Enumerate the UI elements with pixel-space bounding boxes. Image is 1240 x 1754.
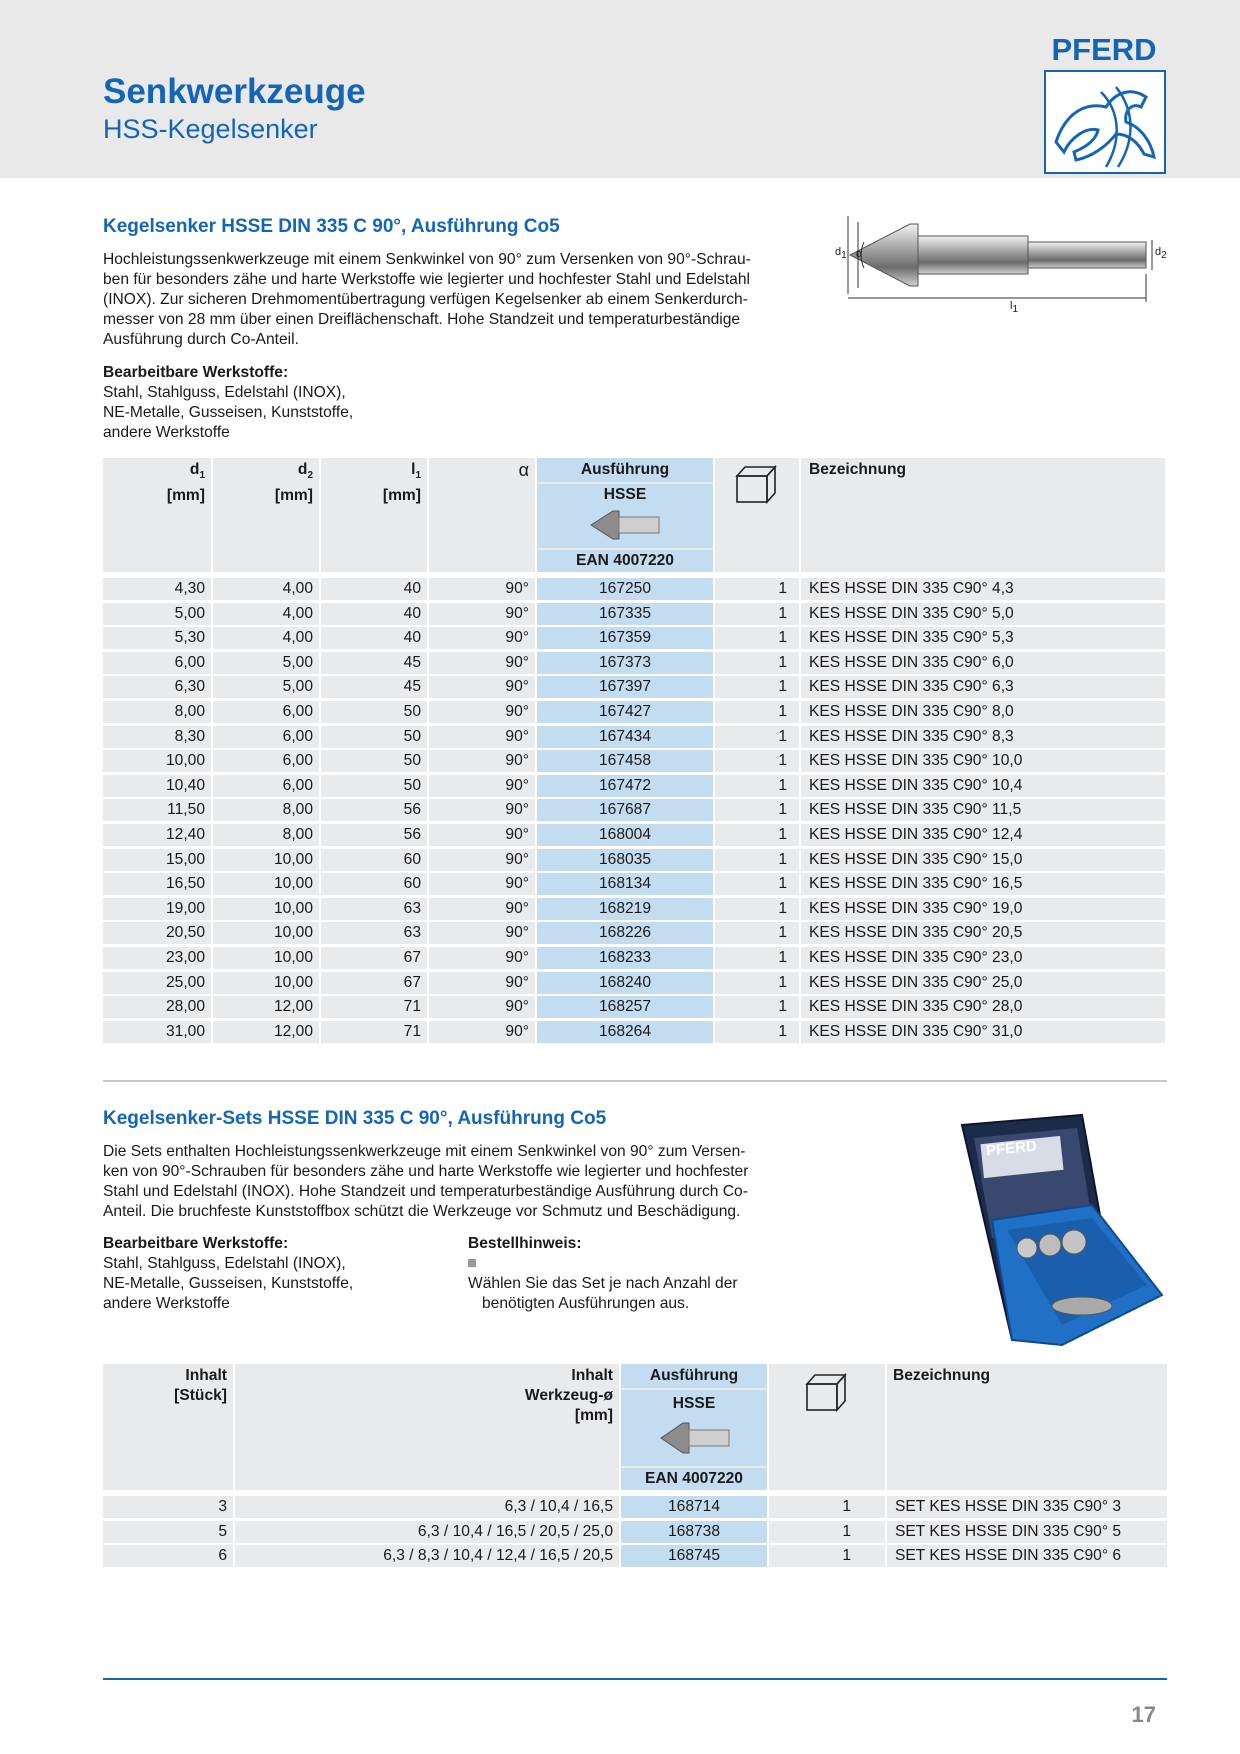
cell-article-no: 167335 (537, 603, 713, 625)
cell-l1: 67 (321, 947, 427, 969)
materials-label: Bearbeitbare Werkstoffe: (103, 364, 289, 381)
drawing-label-l1: $l_1$ (1010, 300, 1019, 316)
cell-article-no: 168264 (537, 1021, 713, 1043)
cell-d2: 10,00 (213, 873, 319, 895)
cell-contents-count: 5 (103, 1521, 233, 1543)
cell-d1: 8,00 (103, 701, 211, 723)
cell-alpha: 90° (429, 1021, 535, 1043)
cell-l1: 50 (321, 726, 427, 748)
table-row (103, 898, 1165, 920)
cell-d2: 8,00 (213, 824, 319, 846)
header-ean: EAN 4007220 (645, 1470, 743, 1487)
cell-contents-count: 6 (103, 1545, 233, 1567)
header-ean: EAN 4007220 (576, 552, 674, 569)
cell-l1: 40 (321, 627, 427, 649)
desc-line: Hochleistungssenkwerkzeuge mit einem Senkwinkel von 90° zum Versenken von 90°-Schrau- (103, 251, 751, 268)
cell-d2: 12,00 (213, 1021, 319, 1043)
table-row (103, 578, 1165, 600)
materials-line: NE-Metalle, Gusseisen, Kunststoffe, (103, 1275, 354, 1292)
cell-article-no: 168257 (537, 996, 713, 1018)
cell-article-no: 168035 (537, 849, 713, 871)
cell-designation: KES HSSE DIN 335 C90° 15,0 (801, 849, 1165, 871)
header-l1: $l_1$ [mm] (382, 461, 421, 505)
cell-alpha: 90° (429, 922, 535, 944)
header-bezeichnung: Bezeichnung (809, 461, 907, 478)
cell-designation: SET KES HSSE DIN 335 C90° 3 (887, 1496, 1167, 1518)
bullet-icon (468, 1259, 476, 1267)
drawing-label-alpha: α (856, 248, 863, 260)
desc-line: ken von 90°-Schrauben für besonders zähe und harte Werkstoffe wie legierter und hochfester (103, 1163, 749, 1180)
table-row (103, 627, 1165, 649)
cell-d2: 6,00 (213, 775, 319, 797)
cell-l1: 45 (321, 652, 427, 674)
desc-line: ben für besonders zähe und harte Werkstoffe wie legierter und hochfester Stahl und Edelstahl (103, 271, 750, 288)
header-inhalt-werkzeug: Inhalt Werkzeug-ø [mm] (524, 1367, 613, 1424)
header-d1: $d_1$ [mm] (166, 461, 205, 505)
cell-alpha: 90° (429, 873, 535, 895)
cell-designation: SET KES HSSE DIN 335 C90° 6 (887, 1545, 1167, 1567)
cell-quantity: 1 (769, 1496, 885, 1518)
cell-d1: 25,00 (103, 972, 211, 994)
cell-l1: 71 (321, 996, 427, 1018)
cell-d2: 10,00 (213, 972, 319, 994)
cell-l1: 56 (321, 824, 427, 846)
cell-quantity: 1 (715, 603, 799, 625)
cell-quantity: 1 (715, 922, 799, 944)
cell-designation: KES HSSE DIN 335 C90° 20,5 (801, 922, 1165, 944)
set-box-image (952, 1110, 1168, 1350)
table-row (103, 1021, 1165, 1043)
cell-l1: 60 (321, 873, 427, 895)
table-row (103, 775, 1165, 797)
cell-alpha: 90° (429, 849, 535, 871)
countersink-tool-icon (589, 508, 661, 542)
table-row (103, 799, 1165, 821)
cell-quantity: 1 (715, 898, 799, 920)
cell-quantity: 1 (715, 799, 799, 821)
cell-article-no: 167427 (537, 701, 713, 723)
cell-quantity: 1 (715, 726, 799, 748)
cell-article-no: 168219 (537, 898, 713, 920)
cell-alpha: 90° (429, 750, 535, 772)
cell-alpha: 90° (429, 603, 535, 625)
table-row (103, 972, 1165, 994)
drawing-label-d1: $d_1$ (835, 246, 847, 262)
cell-d2: 5,00 (213, 652, 319, 674)
cell-d2: 8,00 (213, 799, 319, 821)
cell-quantity: 1 (715, 1021, 799, 1043)
section-divider (103, 1080, 1167, 1082)
cell-designation: KES HSSE DIN 335 C90° 23,0 (801, 947, 1165, 969)
cell-designation: KES HSSE DIN 335 C90° 11,5 (801, 799, 1165, 821)
cell-tool-diameters: 6,3 / 8,3 / 10,4 / 12,4 / 16,5 / 20,5 (235, 1545, 619, 1567)
cell-d1: 8,30 (103, 726, 211, 748)
cell-article-no: 168240 (537, 972, 713, 994)
table-row (103, 849, 1165, 871)
cell-quantity: 1 (715, 676, 799, 698)
cell-d1: 16,50 (103, 873, 211, 895)
cell-designation: KES HSSE DIN 335 C90° 4,3 (801, 578, 1165, 600)
cell-d1: 5,00 (103, 603, 211, 625)
cell-d1: 11,50 (103, 799, 211, 821)
desc-line: Stahl und Edelstahl (INOX). Hohe Standzeit und temperaturbeständige Ausführung durch Co- (103, 1183, 748, 1200)
cell-quantity: 1 (715, 578, 799, 600)
cell-designation: KES HSSE DIN 335 C90° 16,5 (801, 873, 1165, 895)
cell-alpha: 90° (429, 972, 535, 994)
table-row (103, 873, 1165, 895)
cell-d1: 6,00 (103, 652, 211, 674)
cell-d1: 31,00 (103, 1021, 211, 1043)
header-bezeichnung: Bezeichnung (893, 1367, 991, 1384)
page-subtitle: HSS-Kegelsenker (103, 114, 318, 144)
cell-quantity: 1 (715, 873, 799, 895)
cell-d2: 12,00 (213, 996, 319, 1018)
table-row (103, 1545, 1167, 1567)
materials-label: Bearbeitbare Werkstoffe: (103, 1235, 289, 1252)
order-label: Bestellhinweis: (468, 1235, 582, 1252)
materials-line: andere Werkstoffe (103, 424, 230, 441)
cell-quantity: 1 (715, 701, 799, 723)
cell-d2: 5,00 (213, 676, 319, 698)
cell-article-no: 167359 (537, 627, 713, 649)
cell-article-no: 168226 (537, 922, 713, 944)
cell-l1: 60 (321, 849, 427, 871)
header-ausfuehrung: Ausführung (649, 1367, 739, 1384)
cell-quantity: 1 (715, 652, 799, 674)
desc-line: Die Sets enthalten Hochleistungssenkwerkzeuge mit einem Senkwinkel von 90° zum Versen- (103, 1143, 746, 1160)
cell-alpha: 90° (429, 726, 535, 748)
cell-d1: 10,40 (103, 775, 211, 797)
cell-l1: 50 (321, 775, 427, 797)
cell-quantity: 1 (715, 849, 799, 871)
cell-designation: KES HSSE DIN 335 C90° 10,0 (801, 750, 1165, 772)
cell-designation: KES HSSE DIN 335 C90° 8,3 (801, 726, 1165, 748)
cell-article-no: 168745 (621, 1545, 767, 1567)
table-row (103, 824, 1165, 846)
cell-article-no: 168233 (537, 947, 713, 969)
cell-alpha: 90° (429, 578, 535, 600)
table-row (103, 922, 1165, 944)
cell-d2: 10,00 (213, 922, 319, 944)
box-logo-text: PFERD (985, 1137, 1038, 1160)
section1-title: Kegelsenker HSSE DIN 335 C 90°, Ausführung Co5 (103, 216, 560, 237)
cell-l1: 63 (321, 898, 427, 920)
cell-alpha: 90° (429, 627, 535, 649)
desc-line: Ausführung durch Co-Anteil. (103, 331, 299, 348)
cell-article-no: 167434 (537, 726, 713, 748)
cell-d2: 6,00 (213, 701, 319, 723)
cell-alpha: 90° (429, 775, 535, 797)
desc-line: messer von 28 mm über einen Dreiflächenschaft. Hohe Standzeit und temperaturbeständige (103, 311, 741, 328)
package-box-icon (805, 1372, 847, 1412)
cell-quantity: 1 (715, 824, 799, 846)
countersink-table (103, 458, 1165, 1048)
cell-alpha: 90° (429, 652, 535, 674)
desc-line: (INOX). Zur sicheren Drehmomentübertragung verfügen Kegelsenker ab einem Senkerdurch- (103, 291, 748, 308)
drawing-label-d2: $d_2$ (1155, 246, 1167, 262)
cell-alpha: 90° (429, 898, 535, 920)
cell-l1: 50 (321, 750, 427, 772)
cell-designation: KES HSSE DIN 335 C90° 8,0 (801, 701, 1165, 723)
cell-l1: 40 (321, 578, 427, 600)
cell-contents-count: 3 (103, 1496, 233, 1518)
cell-d2: 6,00 (213, 750, 319, 772)
cell-l1: 50 (321, 701, 427, 723)
cell-d1: 28,00 (103, 996, 211, 1018)
cell-designation: KES HSSE DIN 335 C90° 25,0 (801, 972, 1165, 994)
table-row (103, 1496, 1167, 1518)
cell-quantity: 1 (715, 947, 799, 969)
cell-d1: 23,00 (103, 947, 211, 969)
cell-d2: 10,00 (213, 849, 319, 871)
cell-l1: 56 (321, 799, 427, 821)
section2-description (103, 1142, 803, 1222)
cell-quantity: 1 (769, 1545, 885, 1567)
cell-quantity: 1 (715, 627, 799, 649)
table-row (103, 947, 1165, 969)
section1-materials (103, 363, 803, 443)
cell-article-no: 167458 (537, 750, 713, 772)
header-hsse: HSSE (672, 1395, 716, 1412)
footer-rule (103, 1678, 1167, 1680)
cell-l1: 63 (321, 922, 427, 944)
cell-d1: 15,00 (103, 849, 211, 871)
order-line: benötigten Ausführungen aus. (482, 1295, 690, 1312)
cell-quantity: 1 (769, 1521, 885, 1543)
cell-article-no: 168738 (621, 1521, 767, 1543)
cell-article-no: 168714 (621, 1496, 767, 1518)
cell-designation: KES HSSE DIN 335 C90° 10,4 (801, 775, 1165, 797)
header-ausfuehrung: Ausführung (580, 461, 670, 478)
page-title: Senkwerkzeuge (103, 72, 366, 111)
desc-line: Anteil. Die bruchfeste Kunststoffbox schützt die Werkzeuge vor Schmutz und Beschädigung. (103, 1203, 741, 1220)
horse-logo-icon (1044, 70, 1166, 174)
cell-article-no: 167472 (537, 775, 713, 797)
header-d2: $d_2$ [mm] (274, 461, 313, 505)
cell-designation: KES HSSE DIN 335 C90° 31,0 (801, 1021, 1165, 1043)
cell-designation: KES HSSE DIN 335 C90° 5,0 (801, 603, 1165, 625)
cell-d2: 4,00 (213, 578, 319, 600)
cell-article-no: 167687 (537, 799, 713, 821)
cell-designation: KES HSSE DIN 335 C90° 19,0 (801, 898, 1165, 920)
section1-description (103, 250, 803, 350)
cell-l1: 40 (321, 603, 427, 625)
cell-alpha: 90° (429, 799, 535, 821)
cell-tool-diameters: 6,3 / 10,4 / 16,5 (235, 1496, 619, 1518)
set-table (103, 1364, 1167, 1564)
materials-line: Stahl, Stahlguss, Edelstahl (INOX), (103, 384, 346, 401)
cell-article-no: 167250 (537, 578, 713, 600)
cell-quantity: 1 (715, 996, 799, 1018)
cell-l1: 71 (321, 1021, 427, 1043)
cell-alpha: 90° (429, 947, 535, 969)
header-hsse: HSSE (603, 486, 647, 503)
cell-d1: 10,00 (103, 750, 211, 772)
table-row (103, 750, 1165, 772)
cell-d2: 4,00 (213, 627, 319, 649)
cell-d1: 12,40 (103, 824, 211, 846)
cell-article-no: 168004 (537, 824, 713, 846)
cell-quantity: 1 (715, 750, 799, 772)
cell-quantity: 1 (715, 775, 799, 797)
cell-l1: 45 (321, 676, 427, 698)
table-row (103, 652, 1165, 674)
cell-designation: KES HSSE DIN 335 C90° 6,3 (801, 676, 1165, 698)
cell-d1: 4,30 (103, 578, 211, 600)
cell-alpha: 90° (429, 996, 535, 1018)
cell-d2: 6,00 (213, 726, 319, 748)
table-row (103, 996, 1165, 1018)
cell-designation: SET KES HSSE DIN 335 C90° 5 (887, 1521, 1167, 1543)
section2-title: Kegelsenker-Sets HSSE DIN 335 C 90°, Ausführung Co5 (103, 1108, 607, 1129)
section2-order-note (468, 1234, 798, 1314)
table-row (103, 726, 1165, 748)
logo-text: PFERD (1051, 32, 1157, 67)
table-row (103, 1521, 1167, 1543)
cell-designation: KES HSSE DIN 335 C90° 12,4 (801, 824, 1165, 846)
header-alpha: α (518, 460, 529, 480)
cell-d1: 6,30 (103, 676, 211, 698)
cell-tool-diameters: 6,3 / 10,4 / 16,5 / 20,5 / 25,0 (235, 1521, 619, 1543)
package-box-icon (735, 464, 777, 504)
cell-d2: 10,00 (213, 898, 319, 920)
cell-alpha: 90° (429, 824, 535, 846)
cell-d1: 19,00 (103, 898, 211, 920)
materials-line: NE-Metalle, Gusseisen, Kunststoffe, (103, 404, 354, 421)
materials-line: Stahl, Stahlguss, Edelstahl (INOX), (103, 1255, 346, 1272)
table-row (103, 603, 1165, 625)
page-number: 17 (1131, 1702, 1156, 1727)
header-inhalt-stueck: Inhalt [Stück] (174, 1367, 227, 1404)
table-row (103, 701, 1165, 723)
cell-d1: 20,50 (103, 922, 211, 944)
order-line: Wählen Sie das Set je nach Anzahl der (468, 1254, 798, 1294)
table-row (103, 676, 1165, 698)
cell-article-no: 167397 (537, 676, 713, 698)
countersink-drawing (830, 210, 1170, 316)
cell-quantity: 1 (715, 972, 799, 994)
cell-d2: 10,00 (213, 947, 319, 969)
cell-d2: 4,00 (213, 603, 319, 625)
cell-alpha: 90° (429, 701, 535, 723)
countersink-tool-icon (659, 1420, 731, 1456)
pferd-logo (1040, 32, 1168, 144)
cell-designation: KES HSSE DIN 335 C90° 28,0 (801, 996, 1165, 1018)
cell-d1: 5,30 (103, 627, 211, 649)
section2-materials (103, 1234, 423, 1314)
cell-article-no: 167373 (537, 652, 713, 674)
cell-l1: 67 (321, 972, 427, 994)
cell-designation: KES HSSE DIN 335 C90° 6,0 (801, 652, 1165, 674)
cell-alpha: 90° (429, 676, 535, 698)
cell-article-no: 168134 (537, 873, 713, 895)
materials-line: andere Werkstoffe (103, 1295, 230, 1312)
cell-designation: KES HSSE DIN 335 C90° 5,3 (801, 627, 1165, 649)
